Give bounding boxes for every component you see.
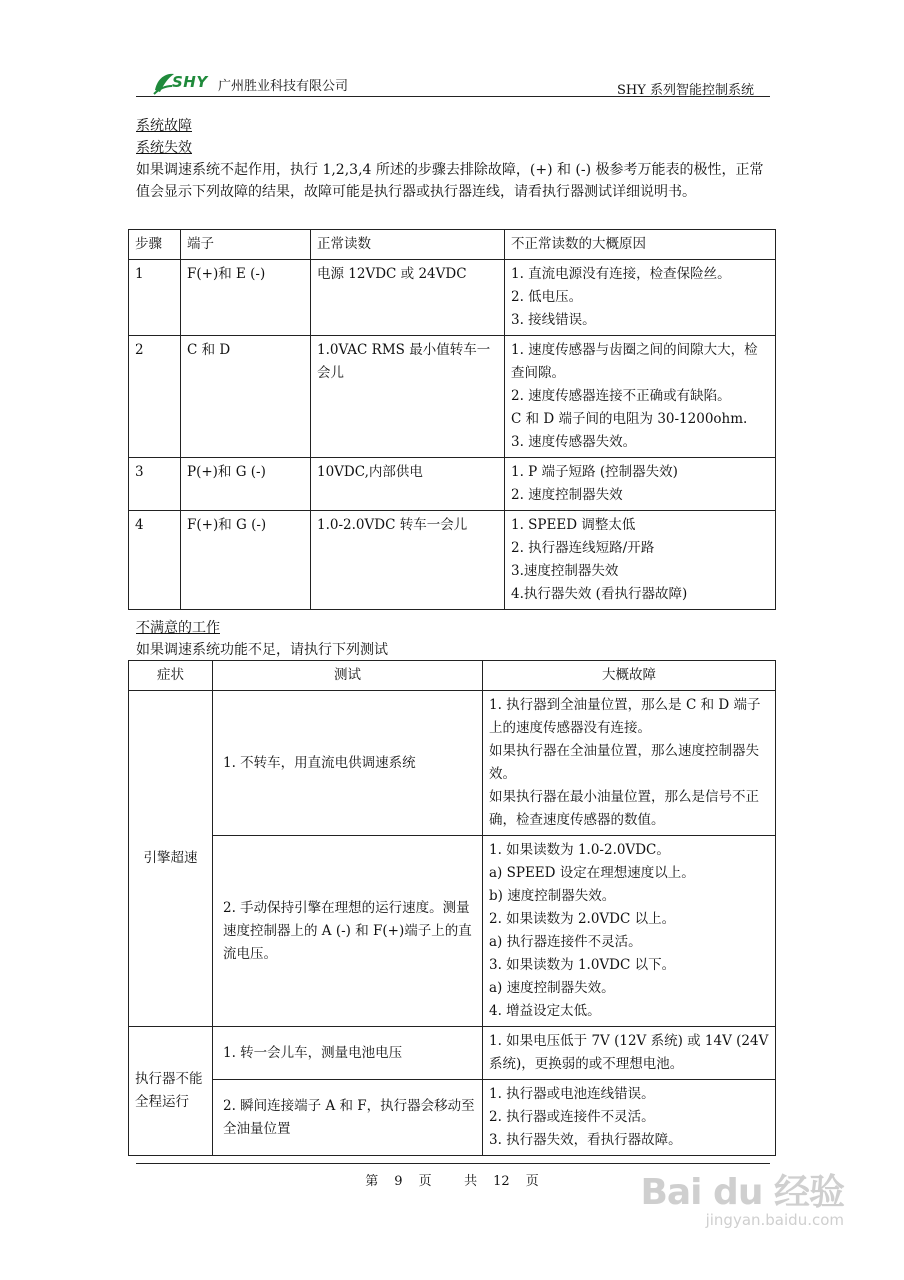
column-header: 正常读数 [311,230,505,260]
terminal-cell: F(+)和 G (-) [181,511,311,610]
fault-line: a) SPEED 设定在理想速度以上。 [489,865,695,881]
table-row [129,336,776,458]
cause-line: 3.速度控制器失效 [511,563,619,579]
column-header: 端子 [181,230,311,260]
fault-line: 3. 执行器失效，看执行器故障。 [489,1132,682,1148]
cause-line: 1. SPEED 调整太低 [511,517,636,533]
page-label-post: 页 [418,1174,432,1189]
column-header: 大概故障 [483,661,776,691]
cause-line: 3. 接线错误。 [511,312,596,328]
test-cell: 2. 手动保持引擎在理想的运行速度。测量速度控制器上的 A (-) 和 F(+)端子上的直流电压。 [213,836,483,1027]
step-cell: 4 [129,511,181,610]
fault-cell [483,1080,776,1156]
system-failure-table [128,229,776,610]
fault-line: a) 执行器连接件不灵活。 [489,934,642,950]
column-header: 步骤 [129,230,181,260]
cause-line: 3. 速度传感器失效。 [511,434,637,450]
symptom-cell: 引擎超速 [129,691,213,1027]
fault-line: b) 速度控制器失效。 [489,888,616,904]
page-number: 9 [394,1174,403,1189]
fault-cell [483,1027,776,1080]
header-divider [136,96,770,97]
table-row [129,511,776,610]
product-name: SHY 系列智能控制系统 [617,83,754,98]
company-name: 广州胜业科技有限公司 [218,79,349,94]
cause-line: C 和 D 端子间的电阻为 30-1200ohm. [511,411,748,427]
total-pages: 12 [493,1174,510,1189]
test-cell: 1. 转一会儿车，测量电池电压 [213,1027,483,1080]
section1-intro: 如果调速系统不起作用，执行 1,2,3,4 所述的步骤去排除故障，(+) 和 (-) 极参考万能表的极性，正常值会显示下列故障的结果，故障可能是执行器或执行器连线，请看执行器测试详细说明书。 [136,162,764,200]
fault-line: 1. 执行器或电池连线错误。 [489,1086,655,1102]
cause-cell [505,260,776,336]
normal-reading-cell: 1.0-2.0VDC 转车一会儿 [311,511,505,610]
fault-line: 如果执行器在最小油量位置，那么是信号不正确，检查速度传感器的数值。 [489,789,759,828]
fault-line: 2. 如果读数为 2.0VDC 以上。 [489,911,676,927]
table-row [129,1080,776,1156]
fault-line: 1. 如果读数为 1.0-2.0VDC。 [489,842,670,858]
fault-line: 4. 增益设定太低。 [489,1003,601,1019]
column-header: 测试 [213,661,483,691]
table-header-row [129,661,776,691]
cause-cell [505,458,776,511]
total-label-post: 页 [525,1174,539,1189]
fault-line: 1. 如果电压低于 7V (12V 系统) 或 14V (24V 系统)，更换弱的或不理想电池。 [489,1033,769,1072]
unsatisfactory-operation-table [128,660,776,1156]
cause-cell [505,511,776,610]
terminal-cell: P(+)和 G (-) [181,458,311,511]
table-header-row [129,230,776,260]
fault-line: 1. 执行器到全油量位置，那么是 C 和 D 端子上的速度传感器没有连接。 [489,697,761,736]
cause-line: 1. P 端子短路 (控制器失效) [511,464,678,480]
fault-line: 3. 如果读数为 1.0VDC 以下。 [489,957,676,973]
baidu-watermark [640,1164,844,1229]
column-header: 不正常读数的大概原因 [505,230,776,260]
logo-text: SHY [172,73,208,91]
total-label-pre: 共 [464,1174,478,1189]
table-row [129,260,776,336]
cause-line: 2. 低电压。 [511,289,583,305]
page-label-pre: 第 [365,1174,379,1189]
section-title-system-fault: 系统故障 [136,118,192,134]
section-title-unsatisfactory-operation: 不满意的工作 [136,620,220,636]
symptom-cell: 执行器不能全程运行 [129,1027,213,1156]
cause-line: 2. 速度传感器连接不正确或有缺陷。 [511,388,731,404]
page-header-left [152,70,348,96]
section2-intro: 如果调速系统功能不足，请执行下列测试 [136,642,388,658]
cause-cell [505,336,776,458]
normal-reading-cell: 1.0VAC RMS 最小值转车一会儿 [311,336,505,458]
fault-line: 如果执行器在全油量位置，那么速度控制器失效。 [489,743,759,782]
step-cell: 2 [129,336,181,458]
section-subtitle-system-failure: 系统失效 [136,140,192,156]
table-row [129,1027,776,1080]
fault-line: 2. 执行器或连接件不灵活。 [489,1109,655,1125]
table-row [129,458,776,511]
terminal-cell: F(+)和 E (-) [181,260,311,336]
cause-line: 1. 直流电源没有连接，检查保险丝。 [511,266,731,282]
cause-line: 1. 速度传感器与齿圈之间的间隙大大，检查间隙。 [511,342,758,381]
normal-reading-cell: 电源 12VDC 或 24VDC [311,260,505,336]
fault-line: a) 速度控制器失效。 [489,980,615,996]
terminal-cell: C 和 D [181,336,311,458]
test-cell: 2. 瞬间连接端子 A 和 F，执行器会移动至全油量位置 [213,1080,483,1156]
test-cell: 1. 不转车，用直流电供调速系统 [213,691,483,836]
cause-line: 2. 执行器连线短路/开路 [511,540,655,556]
cause-line: 4.执行器失效 (看执行器故障) [511,586,688,602]
cause-line: 2. 速度控制器失效 [511,487,623,503]
step-cell: 1 [129,260,181,336]
fault-cell [483,836,776,1027]
normal-reading-cell: 10VDC,内部供电 [311,458,505,511]
step-cell: 3 [129,458,181,511]
fault-cell [483,691,776,836]
column-header: 症状 [129,661,213,691]
company-logo [152,70,214,96]
table-row [129,836,776,1027]
watermark-brand: Bai du 经验 [640,1172,844,1213]
watermark-url: jingyan.baidu.com [705,1211,844,1229]
table-row [129,691,776,836]
